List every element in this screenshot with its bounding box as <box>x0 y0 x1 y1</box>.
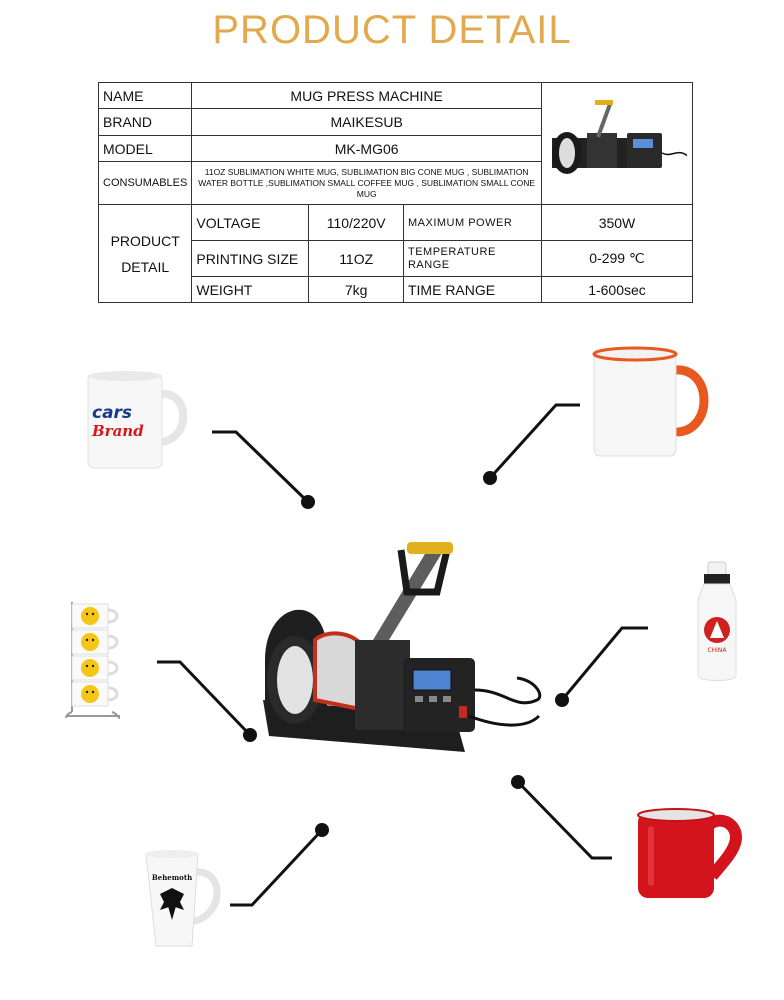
connector-dot <box>315 823 329 837</box>
connector-line-red-mug <box>518 782 612 858</box>
water-bottle-image <box>692 560 742 684</box>
emoji-mug-stack-image <box>62 600 126 722</box>
connector-line-cone-mug <box>230 830 322 905</box>
model-value: MK-MG06 <box>192 135 542 161</box>
consumables-line-1: 11OZ SUBLIMATION WHITE MUG, SUBLIMATION BIG CONE MUG , SUBLIMATION <box>204 166 529 177</box>
brand-label: BRAND <box>99 109 192 135</box>
white-mug-print-bottom: Brand <box>92 422 144 440</box>
voltage-label: VOLTAGE <box>192 205 309 241</box>
temperature-label-line-2: RANGE <box>407 258 450 271</box>
mug-press-machine-image <box>255 540 545 762</box>
name-label: NAME <box>99 83 192 109</box>
connector-line-orange-mug <box>490 405 580 478</box>
page-title: PRODUCT DETAIL <box>212 8 572 52</box>
consumables-label: CONSUMABLES <box>99 162 192 205</box>
time-range-label: TIME RANGE <box>403 277 541 303</box>
connector-dot <box>555 693 569 707</box>
white-mug-print-top: cars <box>92 403 133 423</box>
white-mug-image <box>82 368 194 472</box>
weight-label: WEIGHT <box>192 277 309 303</box>
max-power-value: 350W <box>541 205 692 241</box>
temperature-value: 0-299 ℃ <box>541 241 692 277</box>
red-heart-mug-image <box>634 806 744 902</box>
product-detail-label-line-1: PRODUCT <box>110 232 180 249</box>
model-label: MODEL <box>99 135 192 161</box>
temperature-label-line-1: TEMPERATURE <box>407 245 496 258</box>
connector-line-bottle <box>562 628 648 700</box>
product-detail-label-line-2: DETAIL <box>121 258 170 275</box>
printing-size-label: PRINTING SIZE <box>192 241 309 277</box>
time-range-value: 1-600sec <box>541 277 692 303</box>
consumables-line-2: WATER BOTTLE ,SUBLIMATION SMALL COFFEE MUG , SUBLIMATION SMALL CONE MUG <box>198 177 536 199</box>
max-power-label: MAXIMUM POWER <box>403 205 541 241</box>
name-value: MUG PRESS MACHINE <box>192 83 542 109</box>
connector-dot <box>301 495 315 509</box>
weight-value: 7kg <box>309 277 404 303</box>
printing-size-value: 11OZ <box>309 241 404 277</box>
connector-line-white-mug <box>212 432 308 502</box>
cone-mug-print-text: Behemoth <box>151 873 193 882</box>
connector-dot <box>483 471 497 485</box>
cone-mug-image <box>138 848 222 950</box>
voltage-value: 110/220V <box>309 205 404 241</box>
connector-dot <box>511 775 525 789</box>
orange-rim-mug-image <box>590 346 714 458</box>
brand-value: MAIKESUB <box>192 109 542 135</box>
connector-line-emoji-mugs <box>157 662 250 735</box>
bottle-print-text: CHINA <box>707 647 727 654</box>
